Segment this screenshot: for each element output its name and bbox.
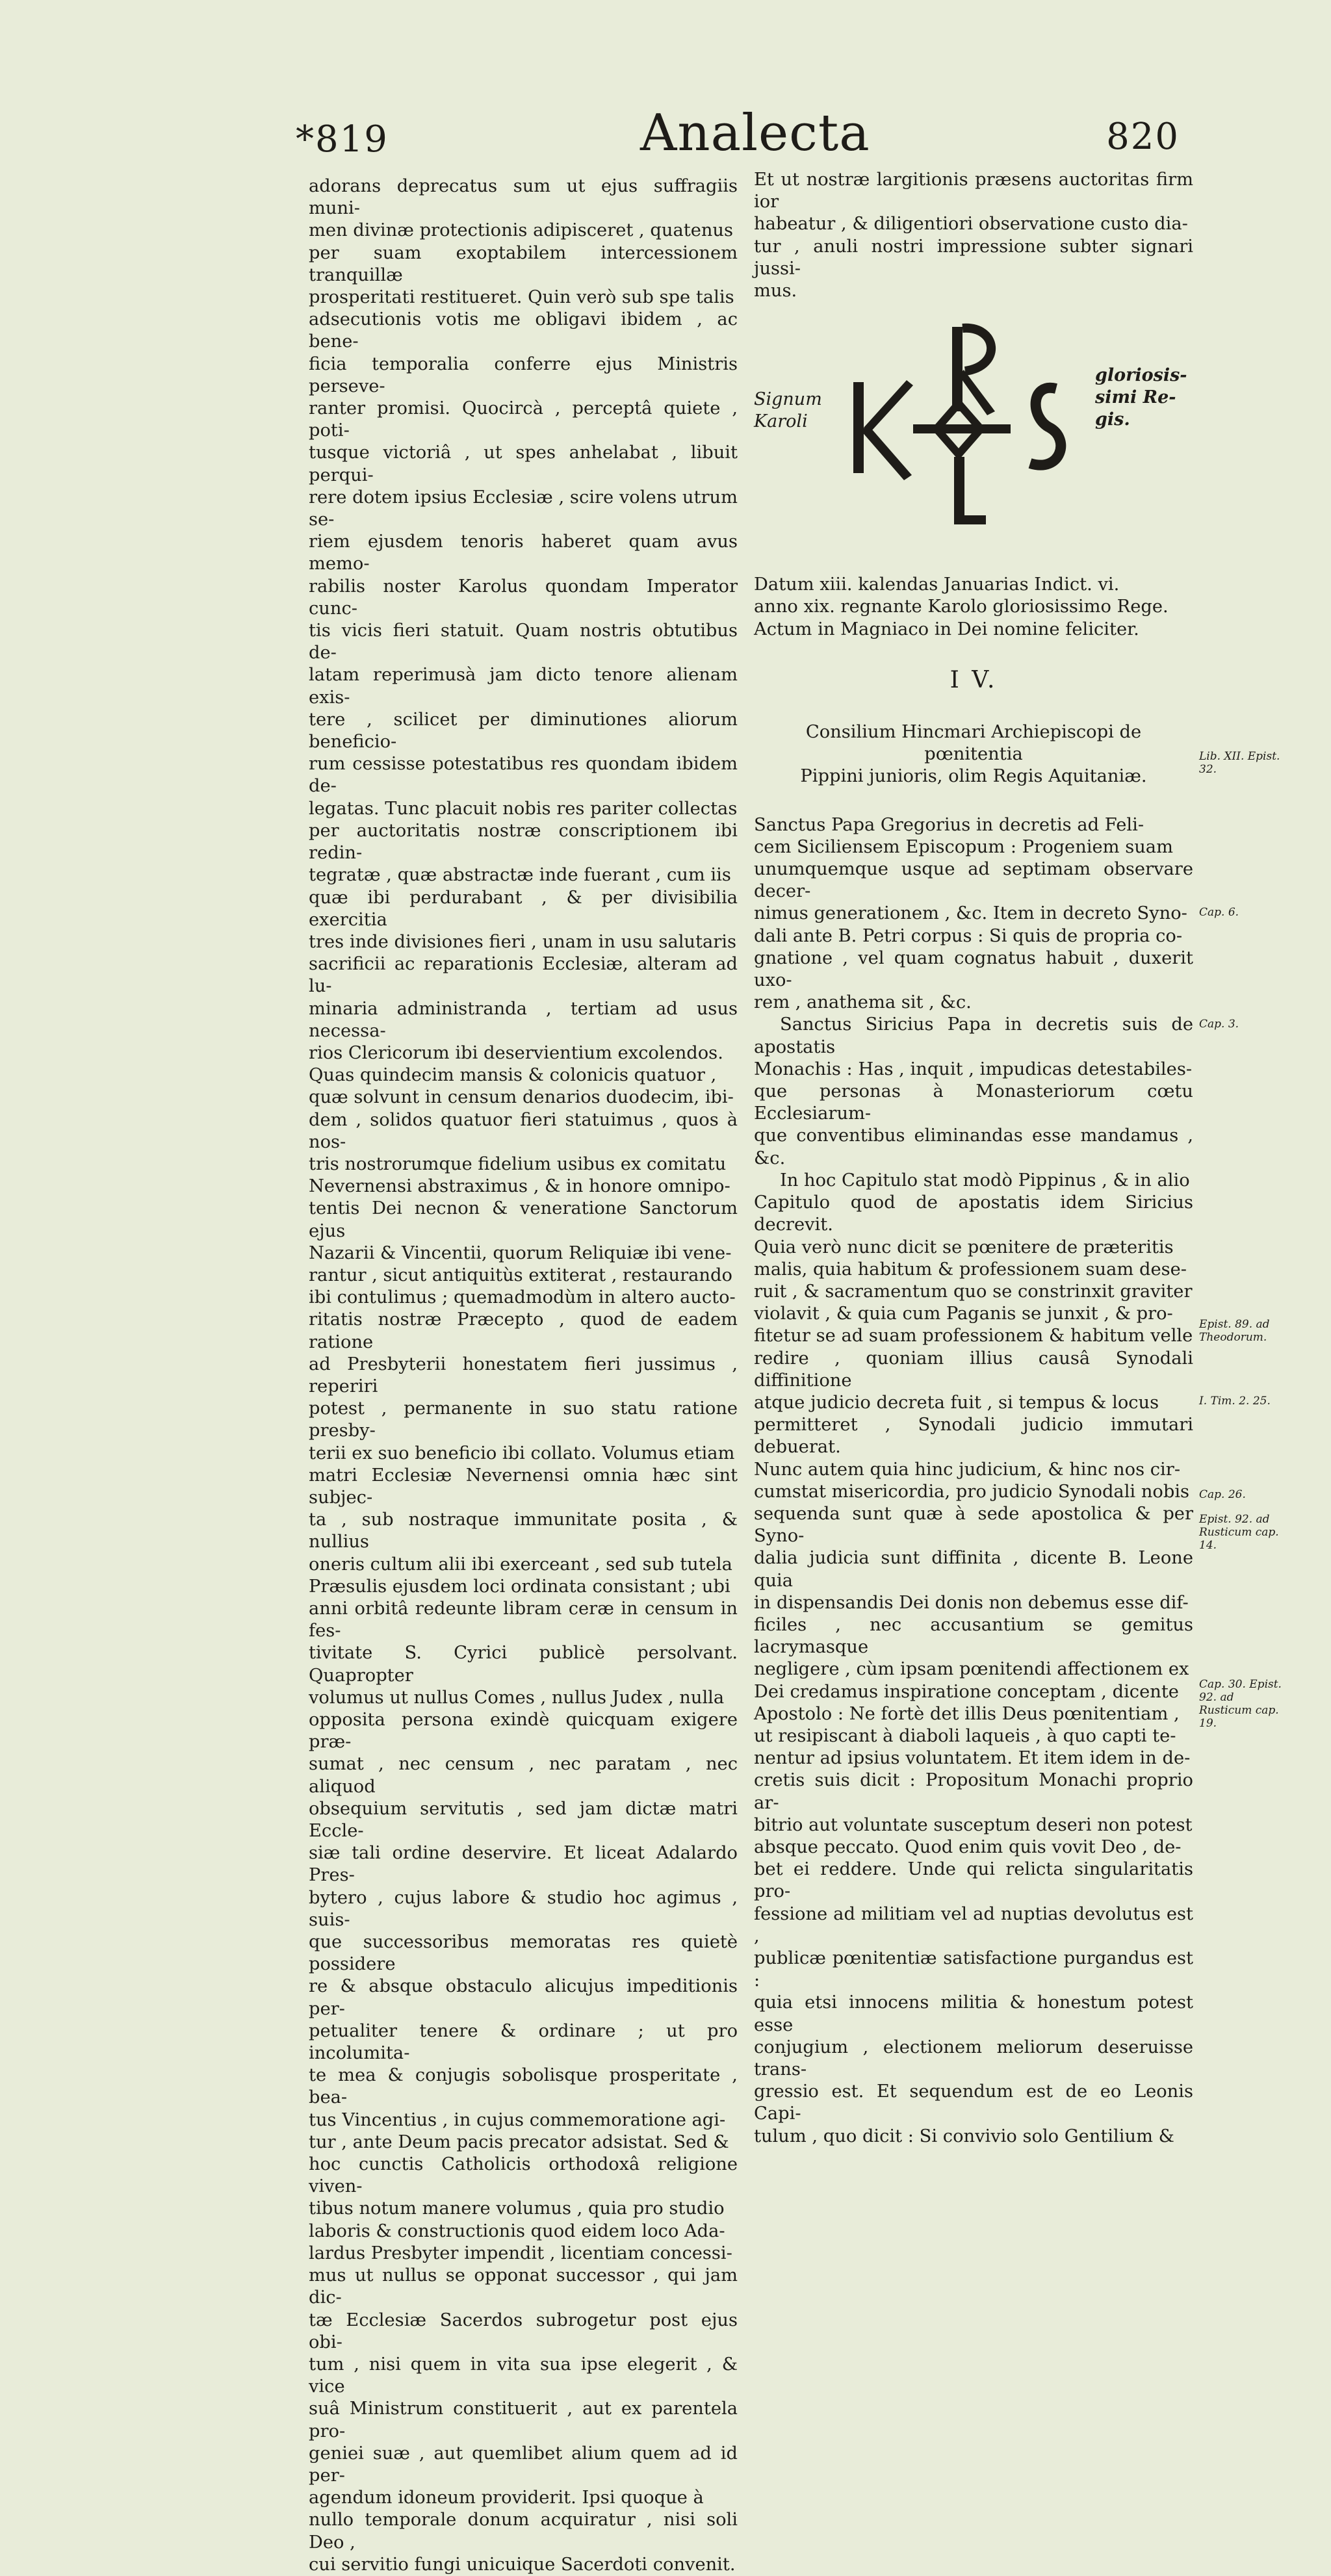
body-line: dalia judicia sunt diffinita , dicente B. Leone quia	[754, 1548, 1193, 1591]
text-line: te mea & conjugis sobolisque prosperitate , bea-	[309, 2065, 738, 2108]
signum-caption-right: gloriosis- simi Re- gis.	[1095, 365, 1187, 430]
text-line: ad Presbyterii honestatem fieri jussimus , reperiri	[309, 1354, 738, 1397]
text-line: tere , scilicet per diminutiones aliorum beneficio-	[309, 709, 738, 753]
body-line: fessione ad militiam vel ad nuptias devolutus est ,	[754, 1903, 1193, 1946]
page-header	[296, 104, 1180, 175]
text-line: anni orbitâ redeunte libram ceræ in censum in fes-	[309, 1599, 738, 1642]
heading-line: Pippini junioris, olim Regis Aquitaniæ.	[800, 766, 1147, 787]
text-line: legatas. Tunc placuit nobis res pariter collectas	[309, 798, 738, 819]
body-line: redire , quoniam illius causâ Synodali diffinitione	[754, 1348, 1193, 1391]
text-line: tegratæ , quæ abstractæ inde fuerant , cum iis	[309, 865, 731, 886]
body-line: Capitulo quod de apostatis idem Siricius decrevit.	[754, 1192, 1193, 1235]
running-title: Analecta	[640, 104, 870, 162]
margin-note: Lib. XII. Epist. 32.	[1199, 750, 1280, 776]
body-line: ficiles , nec accusantium se gemitus lacrymasque	[754, 1614, 1193, 1658]
text-line: rantur , sicut antiquitùs extiterat , restaurando	[309, 1265, 732, 1285]
body-line: que conventibus eliminandas esse mandamus , &c.	[754, 1126, 1193, 1168]
text-line: minaria administranda , tertiam ad usus necessa-	[309, 998, 738, 1041]
body-line: ut resipiscant à diaboli laqueis , à quo capti te-	[754, 1725, 1176, 1746]
text-line: agendum idoneum providerit. Ipsi quoque à	[309, 2488, 704, 2508]
text-line: ranter promisi. Quocircà , perceptâ quiete , poti-	[309, 398, 738, 441]
body-line: negligere , cùm ipsam pœnitendi affectionem ex	[754, 1659, 1189, 1680]
text-line: que successoribus memoratas res quietè possidere	[309, 1932, 738, 1975]
body-line: ruit , & sacramentum quo se constrinxit graviter	[754, 1281, 1193, 1302]
body-line: in dispensandis Dei donis non debemus esse dif-	[754, 1592, 1189, 1613]
text-line: Nevernensi abstraximus , & in honore omnipo-	[309, 1176, 730, 1197]
text-line: rum cessisse potestatibus res quondam ibidem de-	[309, 754, 738, 797]
text-line: tæ Ecclesiæ Sacerdos subrogetur post ejus obi-	[309, 2310, 738, 2352]
body-line: atque judicio decreta fuit , si tempus & locus	[754, 1392, 1159, 1413]
text-line: opposita persona exindè quicquam exigere præ-	[309, 1710, 738, 1753]
section-body	[754, 814, 1193, 2148]
text-line: petualiter tenere & ordinare ; ut pro incolumita-	[309, 2020, 738, 2064]
text-line: hoc cunctis Catholicis orthodoxâ religione viven-	[309, 2154, 738, 2197]
text-line: potest , permanente in suo statu ratione presby-	[309, 1398, 738, 1441]
margin-note: Cap. 26.	[1199, 1488, 1246, 1501]
text-line: Nazarii & Vincentii, quorum Reliquiæ ibi vene-	[309, 1243, 732, 1263]
text-line: quæ solvunt in censum denarios duodecim, ibi-	[309, 1087, 734, 1108]
margin-note: I. Tim. 2. 25.	[1199, 1395, 1271, 1408]
closing-line: tur , anuli nostri impressione subter signari jussi-	[754, 236, 1193, 279]
karolus-monogram-icon	[835, 320, 1089, 535]
text-line: laboris & constructionis quod eidem loco Ada-	[309, 2221, 725, 2241]
text-line: terii ex suo beneficio ibi collato. Volumus etiam	[309, 1443, 735, 1463]
dating-clause	[754, 574, 1193, 641]
datum-line: anno xix. regnante Karolo gloriosissimo Rege.	[754, 597, 1169, 617]
text-line: prosperitati restitueret. Quin verò sub spe talis	[309, 287, 734, 308]
closing-line: mus.	[754, 281, 797, 302]
body-line: cretis suis dicit : Propositum Monachi proprio ar-	[754, 1770, 1193, 1813]
body-line: Apostolo : Ne fortè det illis Deus pœnitentiam ,	[754, 1703, 1180, 1724]
left-column	[309, 175, 738, 2576]
text-line: Præsulis ejusdem loci ordinata consistant ; ubi	[309, 1576, 730, 1597]
text-line: nullo temporale donum acquiratur , nisi soli Deo ,	[309, 2510, 738, 2553]
body-line: unumquemque usque ad septimam observare decer-	[754, 859, 1193, 902]
text-line: men divinæ protectionis adipisceret , quatenus	[309, 220, 734, 241]
text-line: geniei suæ , aut quemlibet alium quem ad id per-	[309, 2443, 738, 2486]
text-line: adsecutionis votis me obligavi ibidem , ac bene-	[309, 309, 738, 352]
text-line: tibus notum manere volumus , quia pro studio	[309, 2198, 725, 2219]
text-line: quæ ibi perdurabant , & per divisibilia exercitia	[309, 887, 738, 930]
text-line: volumus ut nullus Comes , nullus Judex , nulla	[309, 1687, 725, 1708]
text-line: sumat , nec censum , nec paratam , nec aliquod	[309, 1754, 738, 1797]
text-line: cui servitio fungi unicuique Sacerdoti convenit.	[309, 2554, 736, 2575]
body-line: gressio est. Et sequendum est de eo Leonis Capi-	[754, 2081, 1193, 2124]
text-line: obsequium servitutis , sed jam dictæ matri Eccle-	[309, 1798, 738, 1842]
text-line: ritatis nostræ Præcepto , quod de eadem ratione	[309, 1309, 738, 1352]
body-line: Dei credamus inspiratione conceptam , dicente	[754, 1681, 1179, 1702]
body-line: nimus generationem , &c. Item in decreto Syno-	[754, 903, 1187, 924]
closing-line: Et ut nostræ largitionis præsens auctoritas firm ior	[754, 170, 1193, 213]
text-line: tres inde divisiones fieri , unam in usu salutaris	[309, 931, 737, 952]
text-line: mus ut nullus se opponat successor , qui jam dic-	[309, 2265, 738, 2308]
text-line: matri Ecclesiæ Nevernensi omnia hæc sint subjec-	[309, 1465, 738, 1508]
right-column	[754, 169, 1193, 2148]
body-line: sequenda sunt quæ à sede apostolica & per Syno-	[754, 1503, 1193, 1547]
text-line: per auctoritatis nostræ conscriptionem ibi redin-	[309, 820, 738, 864]
datum-line: Actum in Magniaco in Dei nomine feliciter.	[754, 619, 1139, 639]
text-line: bytero , cujus labore & studio hoc agimus , suis-	[309, 1887, 738, 1930]
body-line: violavit , & quia cum Paganis se junxit , & pro-	[754, 1304, 1173, 1324]
text-line: tivitate S. Cyrici publicè persolvant. Quapropter	[309, 1643, 738, 1686]
closing-paragraph	[754, 169, 1193, 302]
text-line: ta , sub nostraque immunitate posita , & nullius	[309, 1510, 738, 1552]
margin-note: Epist. 89. ad Theodorum.	[1199, 1318, 1270, 1344]
body-line: Monachis : Has , inquit , impudicas detestabiles-	[754, 1059, 1193, 1079]
text-line: oneris cultum alii ibi exerceant , sed sub tutela	[309, 1554, 732, 1575]
body-line: bet ei reddere. Unde qui relicta singularitatis pro-	[754, 1859, 1193, 1902]
closing-line: habeatur , & diligentiori observatione custo dia-	[754, 214, 1188, 235]
body-line: nentur ad ipsius voluntatem. Et item idem in de-	[754, 1748, 1191, 1769]
body-line: Quia verò nunc dicit se pœnitere de præteritis	[754, 1237, 1174, 1257]
text-line: re & absque obstaculo alicujus impeditionis per-	[309, 1976, 738, 2019]
text-line: rere dotem ipsius Ecclesiæ , scire volens utrum se-	[309, 487, 738, 530]
text-line: riem ejusdem tenoris haberet quam avus memo-	[309, 532, 738, 574]
body-line: bitrio aut voluntate susceptum deseri non potest	[754, 1814, 1193, 1835]
text-line: tum , nisi quem in vita sua ipse elegerit , & vice	[309, 2354, 738, 2397]
body-line: Nunc autem quia hinc judicium, & hinc nos cir-	[754, 1459, 1181, 1480]
text-line: tus Vincentius , in cujus commemoratione agi-	[309, 2109, 726, 2130]
folio-left: *819	[296, 118, 389, 161]
text-line: ficia temporalia conferre ejus Ministris perseve-	[309, 354, 738, 396]
margin-note: Cap. 30. Epist. 92. ad Rusticum cap. 19.	[1199, 1678, 1282, 1730]
text-line: rabilis noster Karolus quondam Imperator cunc-	[309, 576, 738, 619]
datum-line: Datum xiii. kalendas Januarias Indict. vi.	[754, 574, 1120, 595]
body-line: fitetur se ad suam professionem & habitum velle	[754, 1326, 1193, 1346]
body-line: gnatione , vel quam cognatus habuit , duxerit uxo-	[754, 947, 1193, 991]
heading-line: Consilium Hincmari Archiepiscopi de pœnitentia	[805, 722, 1142, 765]
margin-note: Epist. 92. ad Rusticum cap. 14.	[1199, 1513, 1279, 1552]
margin-note: Cap. 3.	[1199, 1018, 1239, 1031]
body-line: cumstat misericordia, pro judicio Synodali nobis	[754, 1481, 1190, 1502]
body-line: absque peccato. Quod enim quis vovit Deo , de-	[754, 1836, 1182, 1857]
text-line: latam reperimusà jam dicto tenore alienam exis-	[309, 665, 738, 708]
body-line: dali ante B. Petri corpus : Si quis de propria co-	[754, 925, 1183, 946]
section-number: I V.	[950, 666, 998, 693]
text-line: tis vicis fieri statuit. Quam nostris obtutibus de-	[309, 621, 738, 663]
text-line: ibi contulimus ; quemadmodùm in altero aucto-	[309, 1287, 736, 1308]
body-line: tulum , quo dicit : Si convivio solo Gentilium &	[754, 2126, 1174, 2146]
text-line: per suam exoptabilem intercessionem tranquillæ	[309, 242, 738, 285]
text-line: Quas quindecim mansis & colonicis quatuor ,	[309, 1065, 717, 1086]
text-line: lardus Presbyter impendit , licentiam concessi-	[309, 2243, 732, 2263]
text-line: suâ Ministrum constituerit , aut ex parentela pro-	[309, 2399, 738, 2441]
signum-caption-left: Signum Karoli	[754, 389, 822, 432]
royal-signum	[754, 320, 1193, 535]
folio-right: 820	[1106, 116, 1180, 158]
body-line: conjugium , electionem meliorum deseruisse trans-	[754, 2037, 1193, 2080]
text-line: dem , solidos quatuor fieri statuimus , quos à nos-	[309, 1109, 738, 1152]
text-line: tris nostrorumque fidelium usibus ex comitatu	[309, 1153, 727, 1174]
body-line: cem Siciliensem Episcopum : Progeniem suam	[754, 836, 1173, 857]
body-line: publicæ pœnitentiæ satisfactione purgandus est :	[754, 1948, 1193, 1991]
text-line: sacrificii ac reparationis Ecclesiæ, alteram ad lu-	[309, 954, 738, 997]
body-line: que personas à Monasteriorum cœtu Ecclesiarum-	[754, 1081, 1193, 1124]
text-line: adorans deprecatus sum ut ejus suffragiis muni-	[309, 176, 738, 219]
body-line: Sanctus Siricius Papa in decretis suis de apostatis	[754, 1014, 1193, 1057]
body-line: Sanctus Papa Gregorius in decretis ad Feli-	[754, 814, 1144, 835]
text-line: rios Clericorum ibi deservientium excolendos.	[309, 1042, 723, 1063]
body-line: rem , anathema sit , &c.	[754, 992, 972, 1013]
body-line: permitteret , Synodali judicio immutari debuerat.	[754, 1415, 1193, 1458]
section-heading	[754, 721, 1193, 788]
body-line: malis, quia habitum & professionem suam dese-	[754, 1259, 1187, 1280]
text-line: tur , ante Deum pacis precator adsistat. Sed &	[309, 2132, 729, 2152]
text-line: tentis Dei necnon & veneratione Sanctorum ejus	[309, 1198, 738, 1241]
body-line: In hoc Capitulo stat modò Pippinus , & in alio	[780, 1170, 1190, 1191]
margin-note: Cap. 6.	[1199, 906, 1239, 919]
text-line: siæ tali ordine deservire. Et liceat Adalardo Pres-	[309, 1843, 738, 1886]
body-line: quia etsi innocens militia & honestum potest esse	[754, 1992, 1193, 2035]
text-line: tusque victoriâ , ut spes anhelabat , libuit perqui-	[309, 443, 738, 485]
